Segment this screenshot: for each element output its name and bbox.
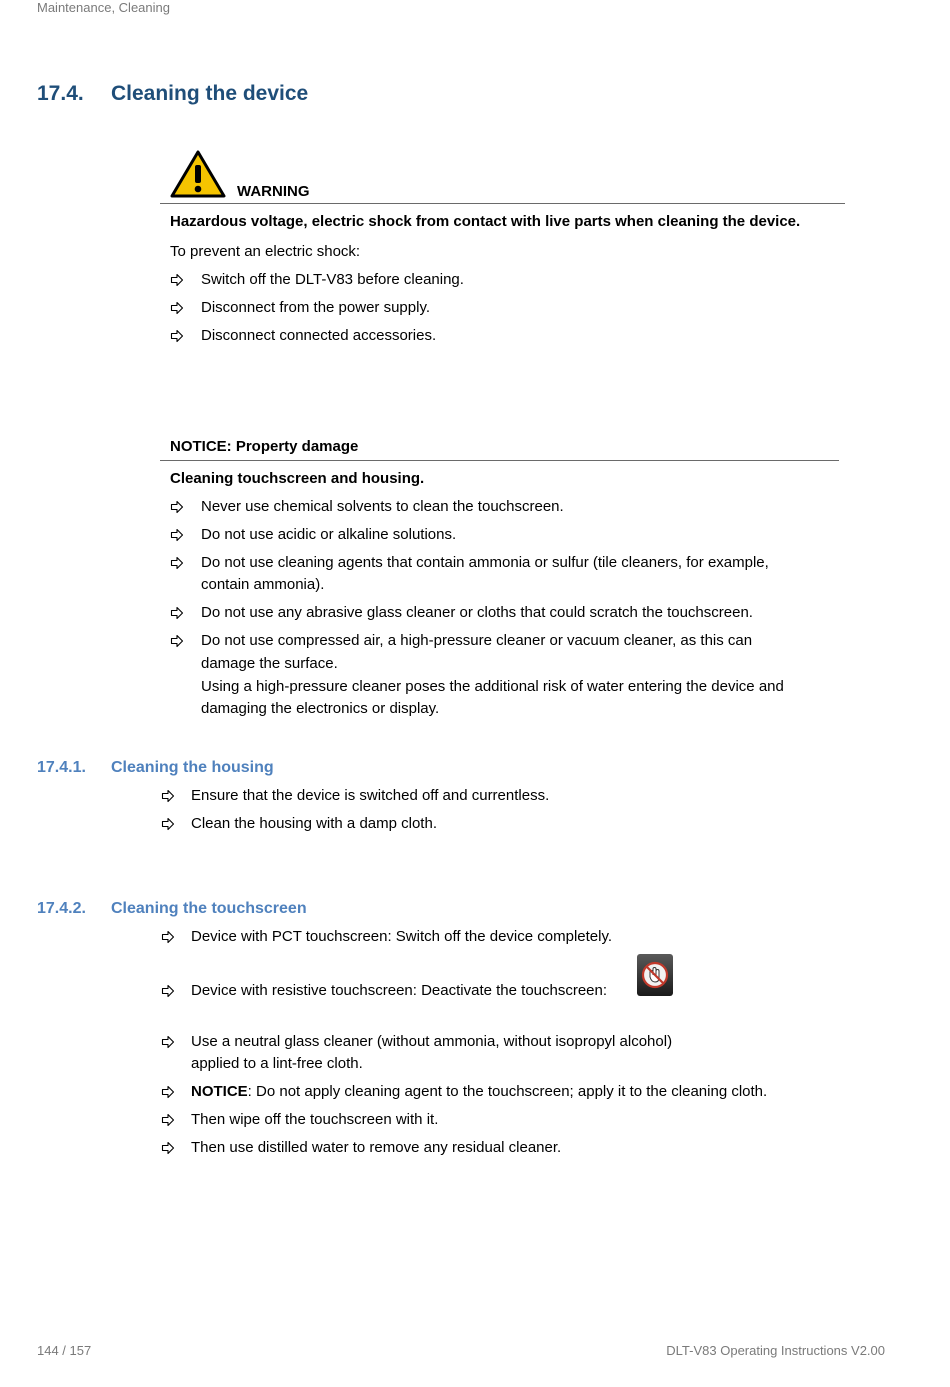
warning-item: Switch off the DLT-V83 before cleaning. bbox=[201, 271, 464, 288]
warning-item: Disconnect from the power supply. bbox=[201, 299, 430, 316]
touchscreen-item: Then use distilled water to remove any residual cleaner. bbox=[191, 1139, 562, 1156]
section-number: 17.4. bbox=[37, 82, 84, 105]
arrow-bullet-icon bbox=[170, 329, 184, 348]
notice-label: NOTICE: Property damage bbox=[170, 438, 359, 455]
notice-item: Do not use compressed air, a high-pressure cleaner or vacuum cleaner, as this can bbox=[201, 632, 753, 649]
notice-item: Do not use acidic or alkaline solutions. bbox=[201, 526, 457, 543]
notice-headline: Cleaning touchscreen and housing. bbox=[170, 470, 425, 487]
touchscreen-item: Device with PCT touchscreen: Switch off the device completely. bbox=[191, 928, 613, 945]
touchscreen-item: Device with resistive touchscreen: Deactivate the touchscreen: bbox=[191, 982, 608, 999]
touchscreen-item: Then wipe off the touchscreen with it. bbox=[191, 1111, 439, 1128]
notice-divider bbox=[160, 460, 839, 461]
arrow-bullet-icon bbox=[161, 1141, 175, 1160]
warning-item: Disconnect connected accessories. bbox=[201, 327, 437, 344]
warning-headline: Hazardous voltage, electric shock from contact with live parts when cleaning the device. bbox=[170, 213, 801, 230]
arrow-bullet-icon bbox=[161, 1085, 175, 1104]
warning-label: WARNING bbox=[237, 183, 310, 200]
touchscreen-item-continued: applied to a lint-free cloth. bbox=[191, 1055, 363, 1072]
arrow-bullet-icon bbox=[161, 984, 175, 1003]
notice-item-continued: damage the surface. bbox=[201, 655, 338, 672]
running-header: Maintenance, Cleaning bbox=[37, 0, 170, 15]
subsection-number: 17.4.1. bbox=[37, 759, 86, 776]
arrow-bullet-icon bbox=[170, 606, 184, 625]
subsection-title: Cleaning the housing bbox=[111, 759, 274, 776]
arrow-bullet-icon bbox=[161, 789, 175, 808]
notice-item: Do not use cleaning agents that contain ammonia or sulfur (tile cleaners, for example, bbox=[201, 554, 769, 571]
arrow-bullet-icon bbox=[170, 556, 184, 575]
document-title: DLT-V83 Operating Instructions V2.00 bbox=[666, 1343, 885, 1358]
section-title: Cleaning the device bbox=[111, 82, 309, 105]
notice-item-continued: damaging the electronics or display. bbox=[201, 700, 440, 717]
arrow-bullet-icon bbox=[161, 1035, 175, 1054]
warning-divider bbox=[160, 203, 845, 204]
page-number: 144 / 157 bbox=[37, 1343, 92, 1358]
notice-item: Do not use any abrasive glass cleaner or cloths that could scratch the touchscreen. bbox=[201, 604, 753, 621]
arrow-bullet-icon bbox=[161, 930, 175, 949]
arrow-bullet-icon bbox=[170, 273, 184, 292]
arrow-bullet-icon bbox=[170, 500, 184, 519]
notice-item-continued: contain ammonia). bbox=[201, 576, 325, 593]
arrow-bullet-icon bbox=[170, 634, 184, 653]
touchscreen-notice-item bbox=[191, 1081, 767, 1103]
subsection-number: 17.4.2. bbox=[37, 900, 86, 917]
notice-text: : Do not apply cleaning agent to the touchscreen; apply it to the cleaning cloth. bbox=[247, 1083, 768, 1100]
arrow-bullet-icon bbox=[161, 1113, 175, 1132]
notice-item: Never use chemical solvents to clean the touchscreen. bbox=[201, 498, 564, 515]
arrow-bullet-icon bbox=[161, 817, 175, 836]
housing-item: Ensure that the device is switched off and currentless. bbox=[191, 787, 550, 804]
warning-intro: To prevent an electric shock: bbox=[170, 243, 361, 260]
arrow-bullet-icon bbox=[170, 301, 184, 320]
notice-item-continued: Using a high-pressure cleaner poses the additional risk of water entering the device and bbox=[201, 678, 784, 695]
arrow-bullet-icon bbox=[170, 528, 184, 547]
warning-triangle-icon bbox=[170, 150, 226, 198]
touchscreen-item: Use a neutral glass cleaner (without ammonia, without isopropyl alcohol) bbox=[191, 1033, 673, 1050]
subsection-title: Cleaning the touchscreen bbox=[111, 900, 307, 917]
notice-keyword: NOTICE bbox=[191, 1083, 248, 1100]
housing-item: Clean the housing with a damp cloth. bbox=[191, 815, 437, 832]
touch-disabled-icon bbox=[637, 954, 673, 996]
